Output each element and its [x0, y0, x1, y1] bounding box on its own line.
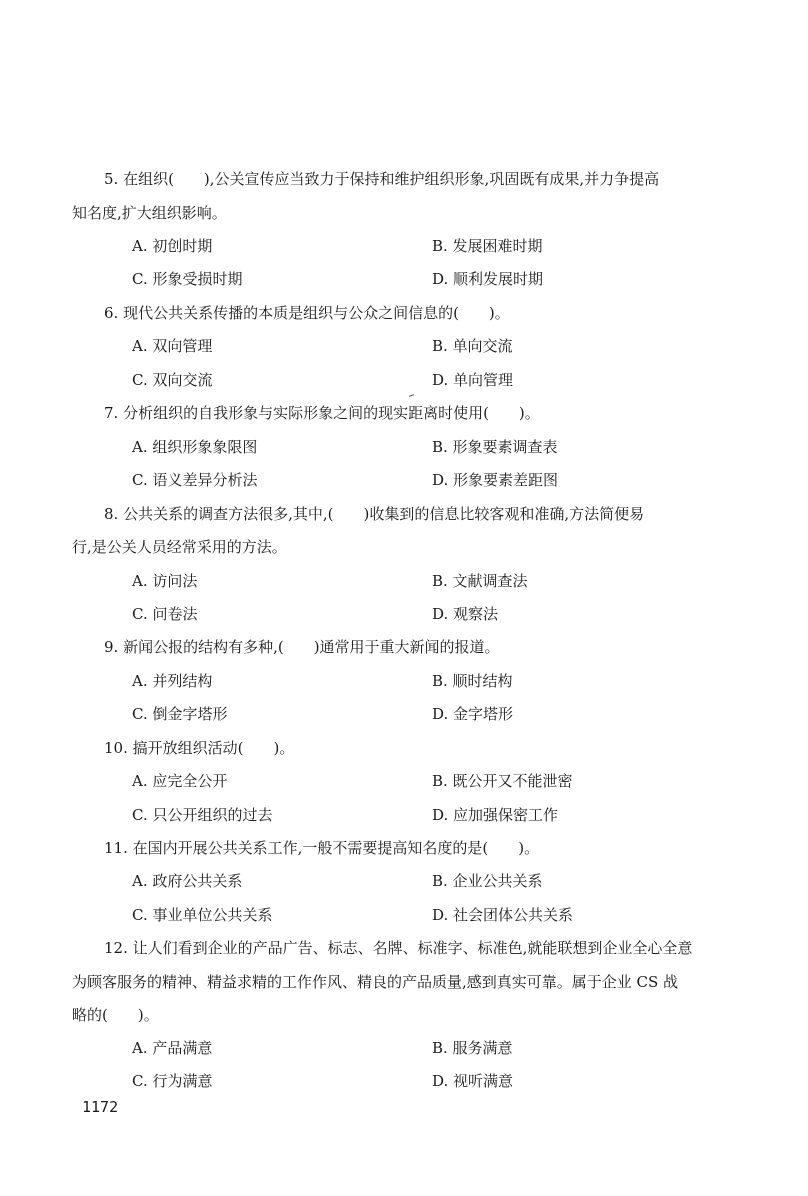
question-10-stem-line-1: 10. 搞开放组织活动( )。: [104, 739, 295, 757]
question-11-option-c: C. 事业单位公共关系: [132, 906, 273, 924]
question-7-option-c: C. 语义差异分析法: [132, 471, 258, 489]
page-number: 1172: [82, 1098, 119, 1116]
question-10-option-d: D. 应加强保密工作: [432, 806, 559, 824]
question-12-stem-line-3: 略的( )。: [72, 1006, 159, 1024]
question-6-option-d: D. 单向管理: [432, 371, 514, 389]
question-8-stem-line-1: 8. 公共关系的调查方法很多,其中,( )收集到的信息比较客观和准确,方法简便易: [104, 505, 645, 523]
question-5-option-c: C. 形象受损时期: [132, 270, 243, 288]
question-7-stem-line-1: 7. 分析组织的自我形象与实际形象之间的现实距离时使用( )。: [104, 404, 540, 422]
question-5-stem-line-1: 5. 在组织( ),公关宣传应当致力于保持和维护组织形象,巩固既有成果,并力争提高: [104, 170, 660, 188]
question-12-option-d: D. 视听满意: [432, 1072, 514, 1090]
question-5-stem-line-2: 知名度,扩大组织影响。: [72, 204, 227, 222]
question-11-option-a: A. 政府公共关系: [132, 872, 243, 890]
question-12-stem-line-2: 为顾客服务的精神、精益求精的工作作风、精良的产品质量,感到真实可靠。属于企业 CS 战: [72, 973, 679, 991]
question-6-option-c: C. 双向交流: [132, 371, 213, 389]
question-6-option-a: A. 双向管理: [132, 337, 213, 355]
question-8-stem-line-2: 行,是公关人员经常采用的方法。: [72, 538, 287, 556]
question-5-option-d: D. 顺利发展时期: [432, 270, 544, 288]
question-10-option-b: B. 既公开又不能泄密: [432, 772, 573, 790]
question-12-option-a: A. 产品满意: [132, 1039, 213, 1057]
question-9-option-a: A. 并列结构: [132, 672, 213, 690]
question-6-stem-line-1: 6. 现代公共关系传播的本质是组织与公众之间信息的( )。: [104, 304, 510, 322]
question-9-option-b: B. 顺时结构: [432, 672, 513, 690]
question-10-option-c: C. 只公开组织的过去: [132, 806, 273, 824]
question-5-option-b: B. 发展困难时期: [432, 237, 543, 255]
question-8-option-a: A. 访问法: [132, 572, 198, 590]
question-9-option-d: D. 金字塔形: [432, 705, 514, 723]
question-12-option-c: C. 行为满意: [132, 1072, 213, 1090]
question-7-option-b: B. 形象要素调查表: [432, 438, 558, 456]
question-9-option-c: C. 倒金字塔形: [132, 705, 228, 723]
question-10-option-a: A. 应完全公开: [132, 772, 228, 790]
question-7-option-a: A. 组织形象象限图: [132, 438, 258, 456]
question-8-option-c: C. 问卷法: [132, 605, 198, 623]
question-11-option-d: D. 社会团体公共关系: [432, 906, 574, 924]
question-12-option-b: B. 服务满意: [432, 1039, 513, 1057]
question-9-stem-line-1: 9. 新闻公报的结构有多种,( )通常用于重大新闻的报道。: [104, 638, 500, 656]
question-6-option-b: B. 单向交流: [432, 337, 513, 355]
question-8-option-d: D. 观察法: [432, 605, 499, 623]
question-11-option-b: B. 企业公共关系: [432, 872, 543, 890]
question-12-stem-line-1: 12. 让人们看到企业的产品广告、标志、名牌、标准字、标准色,就能联想到企业全心全意: [104, 939, 693, 957]
question-7-option-d: D. 形象要素差距图: [432, 471, 559, 489]
question-8-option-b: B. 文献调查法: [432, 572, 528, 590]
question-11-stem-line-1: 11. 在国内开展公共关系工作,一般不需要提高知名度的是( )。: [104, 839, 540, 857]
question-5-option-a: A. 初创时期: [132, 237, 213, 255]
scan-speck: [409, 394, 414, 397]
